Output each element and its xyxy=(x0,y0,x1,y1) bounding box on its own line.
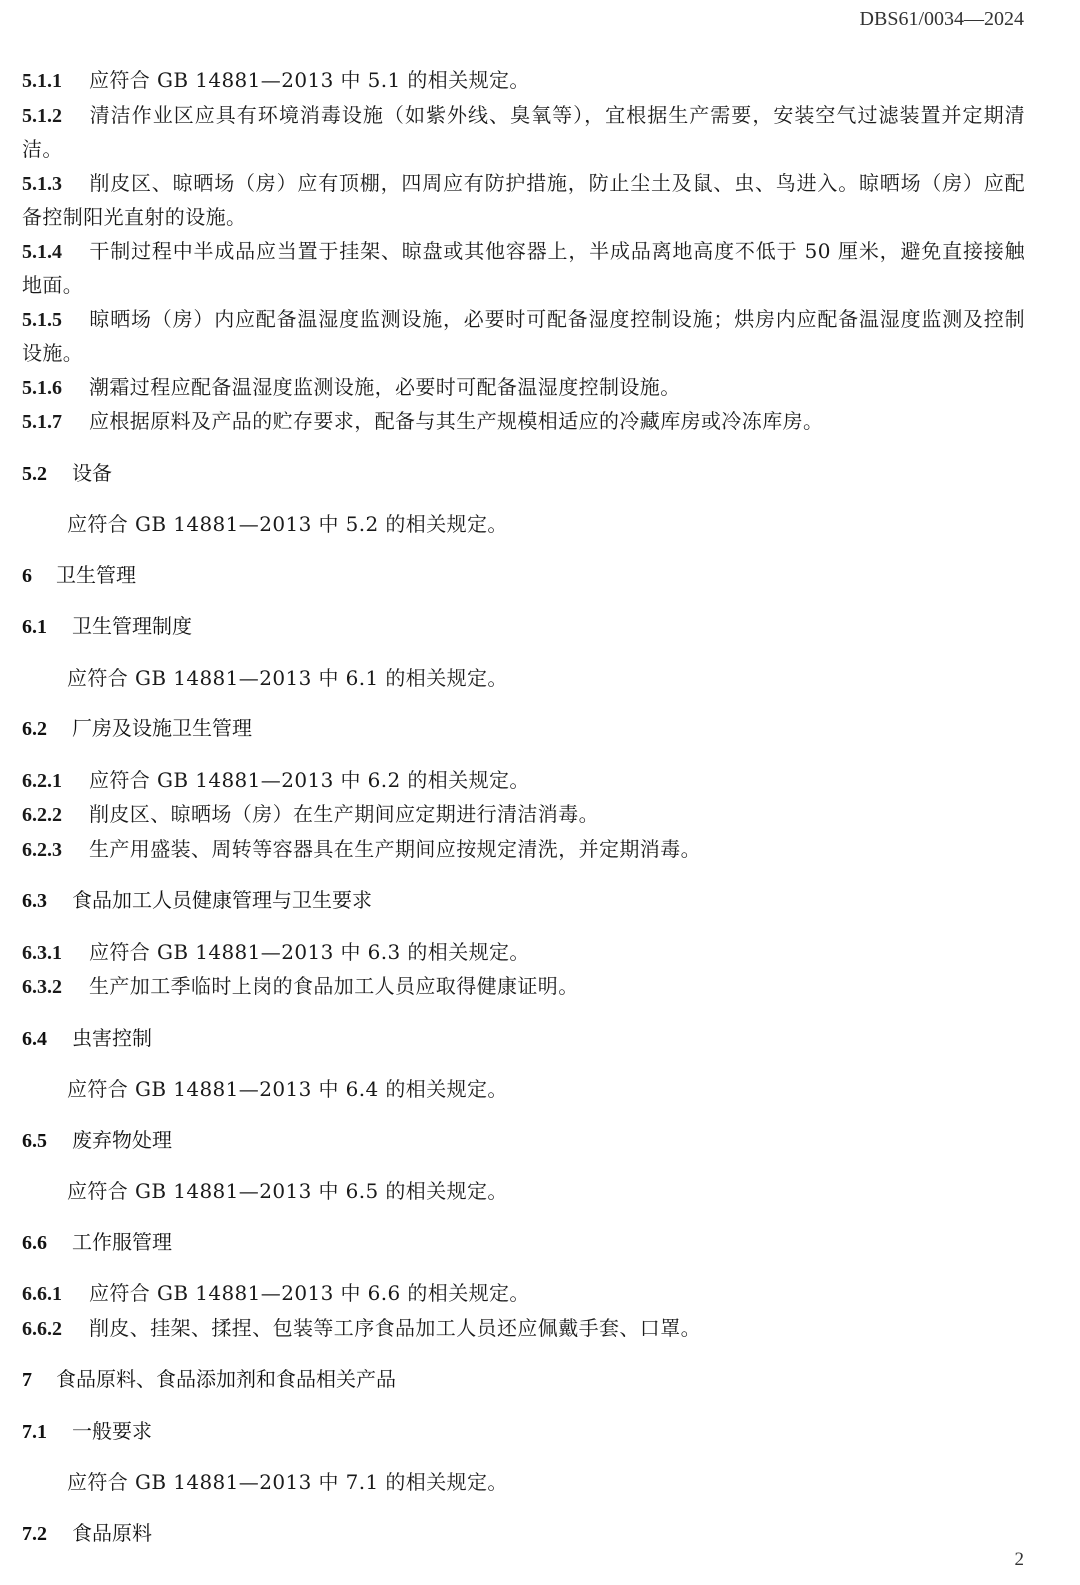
paragraph-6-4: 应符合 GB 14881—2013 中 6.4 的相关规定。 xyxy=(67,1077,508,1101)
section-number: 5.2 xyxy=(22,462,47,485)
section-number: 7.2 xyxy=(22,1522,47,1545)
section-title: 一般要求 xyxy=(72,1418,152,1443)
document-code: DBS61/0034—2024 xyxy=(859,8,1024,30)
clause-5-1-1 xyxy=(22,64,1025,99)
clause-text: 生产用盛装、周转等容器具在生产期间应按规定清洗，并定期消毒。 xyxy=(89,836,701,861)
clause-6-2-1 xyxy=(22,764,1025,799)
section-heading-7-2 xyxy=(22,1517,1025,1552)
clause-number: 5.1.2 xyxy=(22,104,62,127)
clause-text: 应符合 GB 14881—2013 中 6.2 的相关规定。 xyxy=(89,767,530,792)
clause-6-2-3 xyxy=(22,833,1025,868)
clause-number: 5.1.6 xyxy=(22,376,62,399)
clause-text: 削皮区、晾晒场（房）在生产期间应定期进行清洁消毒。 xyxy=(89,802,599,826)
section-title: 工作服管理 xyxy=(72,1229,172,1254)
clause-5-1-4 xyxy=(22,235,1025,303)
paragraph-6-1: 应符合 GB 14881—2013 中 6.1 的相关规定。 xyxy=(67,665,508,690)
paragraph-7-1: 应符合 GB 14881—2013 中 7.1 的相关规定。 xyxy=(67,1470,508,1494)
clause-6-2-2 xyxy=(22,798,1025,833)
chapter-heading-7 xyxy=(22,1363,1025,1398)
clause-text: 干制过程中半成品应当置于挂架、晾盘或其他容器上，半成品离地高度不低于 50 厘米，避免直接接触地面。 xyxy=(22,238,1025,297)
section-title: 厂房及设施卫生管理 xyxy=(72,716,252,740)
clause-number: 6.2.2 xyxy=(22,804,62,826)
section-title: 食品加工人员健康管理与卫生要求 xyxy=(72,888,372,912)
section-heading-6-6 xyxy=(22,1226,1025,1261)
section-title: 废弃物处理 xyxy=(72,1127,172,1152)
clause-number: 6.6.1 xyxy=(22,1283,62,1305)
clause-5-1-5 xyxy=(22,303,1025,371)
clause-number: 6.3.2 xyxy=(22,976,62,998)
clause-text: 晾晒场（房）内应配备温湿度监测设施，必要时可配备湿度控制设施；烘房内应配备温湿度监测及控制设施。 xyxy=(22,306,1025,365)
section-heading-6-4 xyxy=(22,1022,1025,1057)
section-number: 7.1 xyxy=(22,1420,47,1443)
clause-number: 6.6.2 xyxy=(22,1317,62,1340)
paragraph-6-5: 应符合 GB 14881—2013 中 6.5 的相关规定。 xyxy=(67,1179,508,1203)
clause-text: 潮霜过程应配备温湿度监测设施，必要时可配备温湿度控制设施。 xyxy=(89,374,681,399)
paragraph-5-2: 应符合 GB 14881—2013 中 5.2 的相关规定。 xyxy=(67,512,508,536)
clause-number: 5.1.5 xyxy=(22,308,62,331)
section-number: 6.3 xyxy=(22,890,47,912)
section-number: 6.6 xyxy=(22,1231,47,1254)
section-heading-5-2 xyxy=(22,457,1025,492)
chapter-title: 食品原料、食品添加剂和食品相关产品 xyxy=(56,1367,396,1391)
chapter-title: 卫生管理 xyxy=(56,562,136,587)
section-heading-6-2 xyxy=(22,712,1025,747)
chapter-heading-6 xyxy=(22,559,1025,594)
section-heading-6-5 xyxy=(22,1124,1025,1159)
clause-number: 5.1.3 xyxy=(22,172,62,195)
section-title: 卫生管理制度 xyxy=(72,614,192,638)
clause-text: 削皮、挂架、揉捏、包装等工序食品加工人员还应佩戴手套、口罩。 xyxy=(89,1315,701,1340)
section-number: 6.1 xyxy=(22,616,47,638)
document-body xyxy=(22,64,1025,1568)
clause-6-6-1 xyxy=(22,1277,1025,1312)
clause-5-1-6 xyxy=(22,371,1025,406)
clause-text: 应符合 GB 14881—2013 中 6.3 的相关规定。 xyxy=(89,939,530,964)
chapter-number: 6 xyxy=(22,564,32,587)
section-heading-6-1 xyxy=(22,610,1025,645)
clause-text: 削皮区、晾晒场（房）应有顶棚，四周应有防护措施，防止尘土及鼠、虫、鸟进入。晾晒场（房）应配备控制阳光直射的设施。 xyxy=(22,170,1025,229)
clause-number: 5.1.7 xyxy=(22,411,62,433)
clause-number: 6.2.1 xyxy=(22,769,62,792)
clause-number: 5.1.4 xyxy=(22,240,62,263)
section-title: 设备 xyxy=(72,460,112,485)
clause-6-3-1 xyxy=(22,936,1025,971)
chapter-number: 7 xyxy=(22,1369,32,1391)
section-heading-7-1 xyxy=(22,1415,1025,1450)
clause-number: 5.1.1 xyxy=(22,70,62,92)
page-number: 2 xyxy=(1014,1549,1024,1570)
clause-text: 应根据原料及产品的贮存要求，配备与其生产规模相适应的冷藏库房或冷冻库房。 xyxy=(89,409,824,433)
section-title: 食品原料 xyxy=(72,1520,152,1545)
clause-text: 清洁作业区应具有环境消毒设施（如紫外线、臭氧等），宜根据生产需要，安装空气过滤装置并定期清洁。 xyxy=(22,102,1025,161)
clause-6-6-2 xyxy=(22,1312,1025,1347)
section-number: 6.2 xyxy=(22,718,47,740)
clause-number: 6.2.3 xyxy=(22,838,62,861)
section-number: 6.4 xyxy=(22,1027,47,1050)
clause-text: 生产加工季临时上岗的食品加工人员应取得健康证明。 xyxy=(89,974,579,998)
clause-5-1-3 xyxy=(22,167,1025,235)
clause-number: 6.3.1 xyxy=(22,941,62,964)
section-number: 6.5 xyxy=(22,1129,47,1152)
section-heading-6-3 xyxy=(22,884,1025,919)
clause-text: 应符合 GB 14881—2013 中 6.6 的相关规定。 xyxy=(89,1281,530,1305)
clause-5-1-2 xyxy=(22,99,1025,167)
clause-6-3-2 xyxy=(22,970,1025,1005)
section-title: 虫害控制 xyxy=(72,1025,152,1050)
clause-text: 应符合 GB 14881—2013 中 5.1 的相关规定。 xyxy=(89,68,530,92)
clause-5-1-7 xyxy=(22,405,1025,440)
